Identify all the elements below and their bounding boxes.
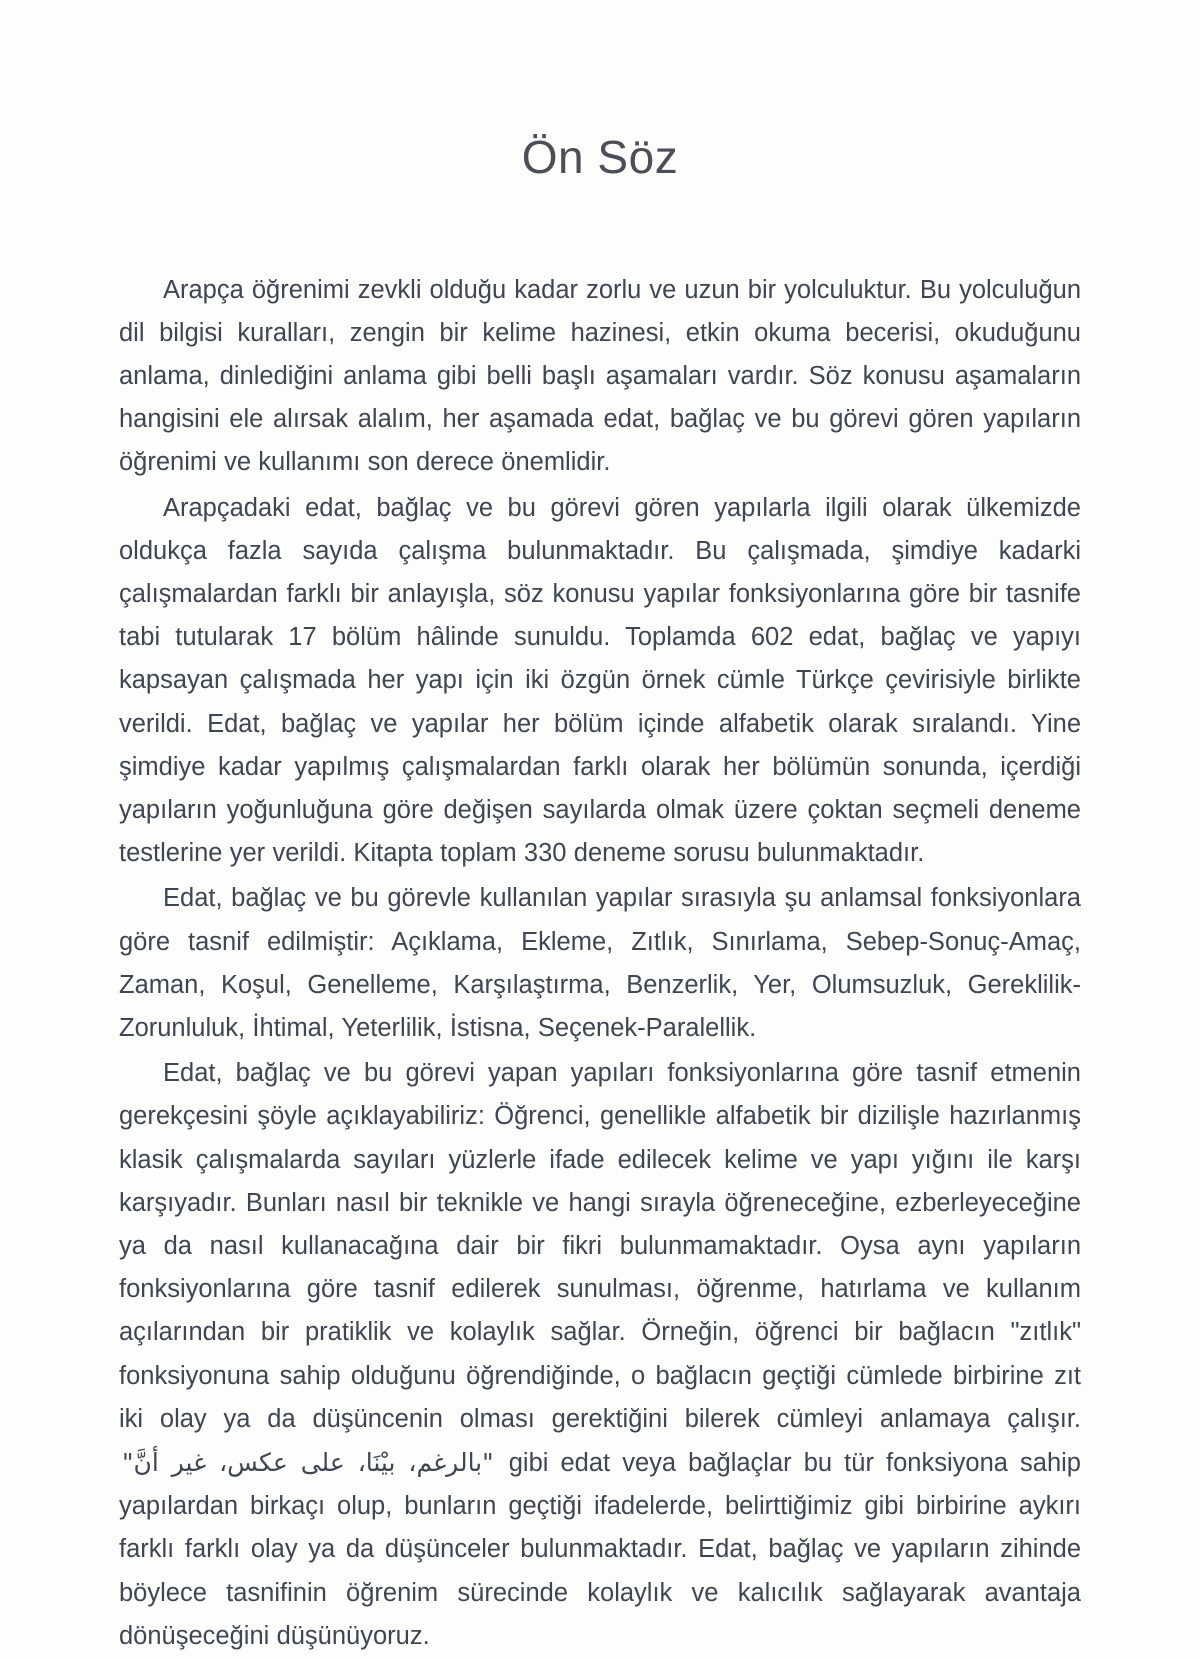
paragraph-2: Arapçadaki edat, bağlaç ve bu görevi gören yapılarla ilgili olarak ülkemizde oldukça fazla sayıda çalışma bulunmaktadır. Bu çalışmada, şimdiye kadarki çalışmalardan farklı bir anlayışla, söz konusu yapılar fonksiyonlarına göre bir tasnife tabi tutularak 17 bölüm hâlinde sunuldu. Toplamda 602 edat, bağlaç ve yapıyı kapsayan çalışmada her yapı için iki özgün örnek cümle Türkçe çevirisiyle birlikte verildi. Edat, bağlaç ve yapılar her bölüm içinde alfabetik olarak sıralandı. Yine şimdiye kadar yapılmış çalışmalardan farklı olarak her bölümün sonunda, içerdiği yapıların yoğunluğuna göre değişen sayılarda olmak üzere çoktan seçmeli deneme testlerine yer verildi. Kitapta toplam 330 deneme sorusu bulunmaktadır. (119, 493, 1081, 868)
paragraph-3: Edat, bağlaç ve bu görevle kullanılan yapılar sırasıyla şu anlamsal fonksiyonlara göre tasnif edilmiştir: Açıklama, Ekleme, Zıtlık, Sınırlama, Sebep-Sonuç-Amaç, Zaman, Koşul, Genelleme, Karşılaştırma, Benzerlik, Yer, Olumsuzluk, Gereklilik-Zorunluluk, İhtimal, Yeterlilik, İstisna, Seçenek-Paralellik. (119, 884, 1081, 1043)
paragraph-1: Arapça öğrenimi zevkli olduğu kadar zorlu ve uzun bir yolculuktur. Bu yolculuğun dil bilgisi kuralları, zengin bir kelime hazinesi, etkin okuma becerisi, okuduğunu anlama, dinlediğini anlama gibi belli başlı aşamaları vardır. Söz konusu aşamaların hangisini ele alırsak alalım, her aşamada edat, bağlaç ve bu görevi gören yapıların öğrenimi ve kullanımı son derece önemlidir. (119, 275, 1081, 477)
body-text-block (119, 183, 1081, 1658)
paragraph-4-part-before-arabic: Edat, bağlaç ve bu görevi yapan yapıları fonksiyonlarına göre tasnif etmenin gerekçesini şöyle açıklayabiliriz: Öğrenci, genellikle alfabetik bir dizilişle hazırlanmış klasik çalışmalarda sayıları yüzlerle ifade edilecek kelime ve yapı yığını ile karşı karşıyadır. Bunları nasıl bir teknikle ve hangi sırayla öğreneceğine, ezberleyeceğine ya da nasıl kullanacağına dair bir fikri bulunmamaktadır. Oysa aynı yapıların fonksiyonlarına göre tasnif edilerek sunulması, öğrenme, hatırlama ve kullanım açılarından bir pratiklik ve kolaylık sağlar. Örneğin, öğrenci bir bağlacın "zıtlık" fonksiyonuna sahip olduğunu öğrendiğinde, o bağlacın geçtiği cümlede birbirine zıt iki olay ya da düşüncenin olması gerektiğini bilerek cümleyi anlamaya çalışır. (119, 1059, 1081, 1433)
arabic-quote: "بالرغم، بيْنَا، على عكس، غير أنَّ" (122, 1448, 494, 1478)
paragraph-4 (119, 1052, 1081, 1658)
page-title: Ön Söz (521, 131, 679, 183)
paragraph-4-part-after-arabic: gibi edat veya bağlaçlar bu tür fonksiyona sahip yapılardan birkaçı olup, bunların geçtiği ifadelerde, belirttiğimiz gibi birbirine aykırı farklı farklı olay ya da düşünceler bulunmaktadır. Edat, bağlaç ve yapıların zihinde böylece tasnifinin öğrenim sürecinde kolaylık ve kalıcılık sağlayarak avantaja dönüşeceğini düşünüyoruz. (119, 1449, 1081, 1650)
